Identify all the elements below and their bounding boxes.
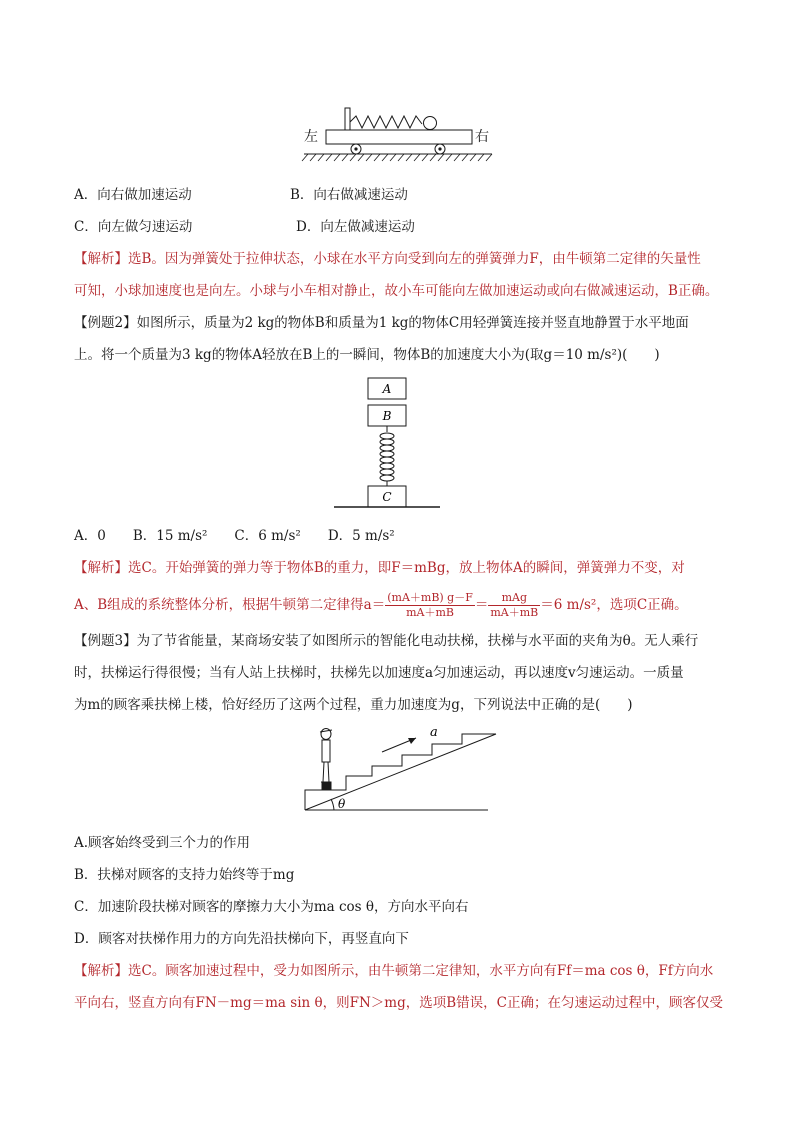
fraction-1-num: (mA＋mB) g－F: [387, 591, 473, 604]
analysis3-line1: 【解析】选C。顾客加速过程中，受力如图所示，由牛顿第二定律知，水平方向有Ff＝ma cos θ，Ff方向水: [74, 963, 714, 979]
spring: [350, 116, 422, 128]
q2-options: A．0 B．15 m/s² C．6 m/s² D．5 m/s²: [74, 528, 395, 544]
person-icon: [320, 729, 332, 791]
block-c-label: C: [382, 490, 392, 504]
q1-option-d: D．向左做减速运动: [296, 219, 415, 235]
analysis2-post: ＝6 m/s²，选项C正确。: [540, 597, 688, 613]
fig1-right-label: 右: [475, 129, 489, 145]
example3-line1: [74, 631, 698, 651]
analysis2-line1: 【解析】选C。开始弹簧的弹力等于物体B的重力，即F＝mBg，放上物体A的瞬间，弹簧弹力不变，对: [74, 560, 685, 576]
q1-option-c: C．向左做匀速运动: [74, 219, 193, 235]
example3-line2: 时，扶梯运行得很慢；当有人站上扶梯时，扶梯先以加速度a匀加速运动，再以速度v匀速运动。一质量: [74, 665, 684, 681]
example2-tag: 【例题2】: [74, 315, 137, 331]
fraction-1-den: mA＋mB: [406, 606, 454, 619]
q1-option-a: A．向右做加速运动: [74, 187, 192, 203]
analysis2-line2: [74, 590, 688, 620]
example3-line3: 为m的顾客乘扶梯上楼，恰好经历了这两个过程，重力加速度为g，下列说法中正确的是( ): [74, 697, 633, 713]
vertical-spring: [380, 433, 394, 481]
fraction-2-den: mA＋mB: [490, 606, 539, 619]
acceleration-label: a: [430, 725, 438, 740]
analysis1-line2: 可知，小球加速度也是向左。小球与小车相对静止，故小车可能向左做加速运动或向右做减速运动，B正确。: [74, 283, 719, 299]
analysis1-line1: 【解析】选B。因为弹簧处于拉伸状态，小球在水平方向受到向左的弹簧弹力F，由牛顿第二定律的矢量性: [74, 251, 701, 267]
blocks-spring-figure: [332, 376, 442, 512]
block-a-label: A: [382, 382, 392, 396]
q1-option-b: B．向右做减速运动: [290, 187, 408, 203]
example3-tag: 【例题3】: [74, 633, 137, 649]
analysis3-line2: 平向右，竖直方向有FN－mg＝ma sin θ，则FN＞mg，选项B错误，C正确；在匀速运动过程中，顾客仅受: [74, 995, 723, 1011]
fraction-2-num: mAg: [488, 591, 540, 606]
fig1-left-label: 左: [304, 129, 318, 145]
q3-option-d: D．顾客对扶梯作用力的方向先沿扶梯向下，再竖直向下: [74, 931, 409, 947]
escalator-figure: [300, 724, 500, 816]
equals-sign: ＝: [474, 597, 489, 613]
fraction-1: [385, 591, 475, 620]
theta-label: θ: [338, 797, 346, 811]
fraction-2: [488, 591, 540, 620]
cart-spring-figure: [300, 104, 500, 168]
example2-text1: 如图所示，质量为2 kg的物体B和质量为1 kg的物体C用轻弹簧连接并竖直地静置于水平地面: [136, 315, 689, 331]
q3-option-a: A.顾客始终受到三个力的作用: [74, 835, 251, 851]
q3-option-b: B．扶梯对顾客的支持力始终等于mg: [74, 867, 295, 883]
ball: [424, 117, 437, 130]
analysis2-pre: A、B组成的系统整体分析，根据牛顿第二定律得a＝: [74, 597, 386, 613]
escalator-incline: [305, 734, 496, 810]
q3-option-c: C．加速阶段扶梯对顾客的摩擦力大小为ma cos θ，方向水平向右: [74, 899, 469, 915]
cart-body: [326, 130, 472, 144]
theta-arc: [331, 799, 334, 810]
example2-line1: [74, 313, 689, 333]
example2-line2: 上。将一个质量为3 kg的物体A轻放在B上的一瞬间，物体B的加速度大小为(取g＝10 m/s²)( ): [74, 347, 660, 363]
cart-post: [345, 108, 350, 130]
example3-text1: 为了节省能量，某商场安装了如图所示的智能化电动扶梯，扶梯与水平面的夹角为θ。无人乘行: [136, 633, 699, 649]
block-b-label: B: [382, 409, 392, 423]
